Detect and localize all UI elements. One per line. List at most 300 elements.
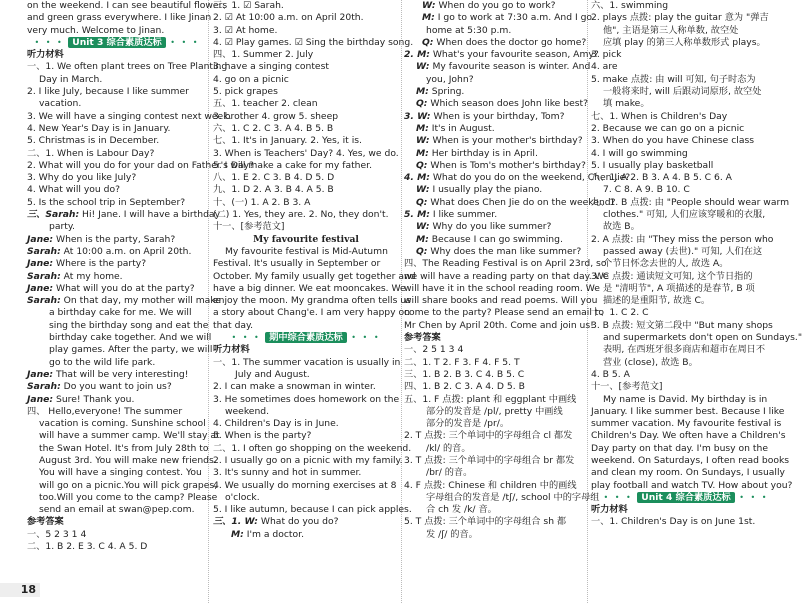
text-line — [213, 480, 399, 492]
text-line — [213, 295, 411, 307]
text-line — [27, 295, 221, 307]
line-text: August 3rd. You will make new friends. — [39, 454, 217, 466]
speaker-label: M: — [416, 122, 429, 134]
line-text: I usually play the piano. — [429, 184, 543, 196]
line-text: /br/ 的音。 — [426, 467, 473, 479]
line-text: When is the party, Sarah? — [53, 233, 176, 245]
speaker-label: M: — [231, 528, 244, 540]
text-line — [27, 529, 207, 541]
line-text: 十一、[参考范文] — [591, 381, 663, 393]
line-text: Which season does John like best? — [427, 98, 589, 110]
text-line — [213, 492, 399, 504]
speaker-label: Q: — [416, 196, 428, 208]
section-banner — [213, 332, 399, 344]
text-line — [591, 504, 781, 516]
line-text: 3. have a singing contest — [213, 61, 329, 73]
line-text: 四、 Hello,everyone! The summer — [27, 405, 183, 417]
text-line — [27, 394, 207, 406]
line-text: Why does the man like summer? — [427, 245, 582, 257]
text-line — [213, 197, 399, 209]
text-line — [27, 0, 228, 12]
page-number: 18 — [20, 583, 36, 596]
text-line — [404, 172, 631, 184]
line-text: vacation. — [39, 98, 82, 110]
text-line — [27, 479, 218, 492]
speaker-label: 3. W: — [404, 110, 431, 122]
text-line — [591, 98, 781, 110]
speaker-label: Jane: — [27, 282, 54, 294]
line-text: 2. What will you do for your dad on Father's Day? — [27, 159, 254, 171]
text-line — [404, 111, 584, 123]
line-text: 5. Christmas is in December. — [27, 135, 160, 147]
line-text: Hi! Jane. I will have a birthday — [79, 209, 221, 221]
line-text: 4. We usually do morning exercises at 8 — [213, 479, 397, 491]
text-line — [27, 148, 207, 160]
line-text: a story about Chang'e. I am very happy on — [213, 307, 410, 319]
line-text: passed away (去世)." 可知, 人们在这 — [603, 245, 763, 257]
text-line — [213, 12, 399, 24]
decor-dots: • • • — [231, 333, 266, 343]
line-text: sing the birthday song and eat the — [49, 319, 209, 331]
line-text: January. I like summer best. Because I like — [591, 405, 785, 417]
speaker-label: M: — [416, 86, 429, 98]
text-line — [213, 160, 399, 172]
text-line — [27, 110, 232, 123]
text-line — [591, 172, 781, 184]
text-line — [591, 394, 781, 406]
text-line — [404, 234, 584, 246]
line-text: home at 5:30 p.m. — [426, 24, 512, 36]
essay-title — [213, 234, 399, 246]
text-line — [591, 443, 781, 455]
text-line — [404, 295, 598, 307]
text-line — [213, 36, 414, 49]
line-text: 三、1. ☑ Sarah. — [213, 0, 284, 11]
text-line — [591, 271, 781, 283]
text-line — [27, 381, 207, 393]
text-line — [27, 271, 207, 283]
text-line — [213, 320, 399, 332]
text-line — [404, 430, 584, 442]
line-text: You will have a singing contest. You — [39, 467, 202, 479]
line-text: weekend. On Saturdays, I often read books — [591, 454, 790, 466]
text-line — [27, 516, 207, 528]
text-line — [404, 381, 584, 393]
text-line — [404, 74, 584, 86]
text-line — [27, 357, 207, 369]
line-text: 部分的发音是 /pl/, pretty 中画线 — [426, 405, 563, 417]
line-text: o'clock. — [225, 491, 260, 503]
speaker-label: Sarah: — [27, 381, 61, 393]
line-text: 2. ☑ At 10:00 a.m. on April 20th. — [213, 12, 364, 24]
text-line — [404, 406, 584, 418]
text-line — [591, 418, 781, 430]
line-text: At my home. — [60, 270, 123, 282]
line-text: Mr Chen by April 20th. Come and join us! — [404, 319, 594, 331]
text-line — [27, 491, 218, 504]
line-text: 十、1. C 2. C — [591, 307, 649, 319]
text-line — [591, 357, 781, 369]
line-text: very much. Welcome to Jinan. — [27, 24, 165, 36]
line-text: 二、1. I often go shopping on the weekend. — [213, 442, 412, 454]
line-text: 应填 play 的第三人称单数形式 plays。 — [603, 36, 766, 48]
line-text: and supermarkets don't open on Sundays." — [603, 332, 802, 344]
text-line — [27, 25, 207, 37]
speaker-label: 5. M: — [404, 209, 430, 221]
section-label: 期中综合素质达标 — [265, 332, 347, 343]
text-column-4 — [591, 0, 802, 529]
text-line — [213, 442, 412, 455]
line-text: 一、5 2 3 1 4 — [27, 528, 87, 540]
text-line — [27, 246, 207, 258]
line-text: come to the party? Please send an email to — [404, 307, 605, 319]
text-line — [591, 135, 781, 147]
line-text: send an email at swan@pep.com. — [39, 504, 195, 516]
section-banner — [591, 492, 781, 504]
line-text: What do you do? — [257, 516, 339, 528]
line-text: On that day, my mother will make — [60, 295, 221, 307]
line-text: 3. He sometimes does homework on the — [213, 393, 400, 405]
text-line — [404, 196, 616, 209]
text-line — [213, 135, 399, 147]
text-line — [27, 369, 207, 381]
line-text: That will be very interesting! — [53, 368, 189, 380]
text-line — [213, 123, 399, 135]
line-text: have a big dinner. We eat mooncakes. We — [213, 282, 406, 294]
text-line — [404, 332, 584, 344]
section-label: Unit 4 综合素质达标 — [637, 492, 734, 503]
line-text: 2. I usually go on a picnic with my family. — [213, 454, 403, 466]
line-text: birthday cake together. And we will — [49, 332, 212, 344]
text-line — [591, 344, 781, 356]
line-text: weekend. — [225, 405, 270, 417]
text-line — [404, 504, 584, 516]
text-line — [213, 111, 399, 123]
text-line — [27, 320, 207, 332]
text-line — [27, 98, 207, 110]
text-line — [27, 418, 207, 430]
text-line — [213, 529, 399, 541]
line-text: What will you do at the party? — [53, 282, 195, 294]
text-line — [404, 455, 584, 467]
text-line — [404, 516, 584, 528]
text-line — [213, 25, 399, 37]
text-line — [404, 25, 584, 37]
text-line — [27, 283, 207, 295]
text-line — [213, 504, 412, 516]
text-line — [404, 61, 591, 73]
line-text: 2. I can make a snowman in winter. — [213, 381, 376, 393]
line-text: go to the wild life park. — [49, 356, 156, 368]
speaker-label: Jane: — [27, 233, 54, 245]
line-text: 合 ch 发 /k/ 音。 — [426, 504, 497, 516]
line-text: will have a summer camp. We'll stay at — [39, 430, 220, 442]
text-line — [27, 344, 213, 356]
speaker-label: Sarah: — [27, 270, 61, 282]
text-line — [591, 209, 781, 221]
text-line — [591, 405, 785, 418]
text-line — [213, 98, 399, 110]
line-text: a birthday cake for me. We will — [49, 307, 192, 319]
text-line — [213, 381, 399, 393]
text-line — [213, 258, 399, 270]
line-text: When is your birthday, Tom? — [430, 110, 565, 122]
decor-dots: • • • — [165, 37, 200, 47]
line-text: Her birthday is in April. — [428, 147, 538, 159]
text-line — [591, 0, 781, 12]
text-line — [213, 270, 416, 283]
line-text: summer vacation. My favourite festival is — [591, 418, 782, 430]
text-line — [591, 196, 790, 209]
line-text: 九、1. B 点拨: 由 "People should wear warm — [591, 196, 790, 208]
text-line — [27, 12, 212, 24]
line-text: 3. brother 4. grow 5. sheep — [213, 110, 339, 122]
line-text: 4. B 5. A — [591, 368, 630, 380]
text-line — [404, 369, 584, 381]
line-text: 5. make 点拨: 由 will 可知, 句子时态为 — [591, 73, 756, 85]
line-text: When do you go to work? — [435, 0, 556, 11]
line-text: 听力材料 — [213, 344, 250, 356]
line-text: Day party on that day. I'm busy on the — [591, 442, 768, 454]
text-line — [591, 454, 790, 467]
line-text: 参考答案 — [27, 516, 64, 528]
line-text: 部分的发音是 /pr/。 — [426, 418, 510, 430]
line-text: What does Chen Jie do on the weekend? — [427, 196, 616, 208]
speaker-label: Q: — [422, 36, 434, 48]
text-line — [591, 123, 781, 135]
text-line — [404, 123, 584, 135]
line-text: Do you want to join us? — [60, 381, 172, 393]
line-text: Day in March. — [39, 73, 103, 85]
line-text: 一、1. The summer vacation is usually in — [213, 356, 401, 368]
line-text: My favourite season is winter. And — [429, 61, 591, 73]
speaker-label: M: — [416, 147, 429, 159]
speaker-label: Sarah: — [27, 295, 61, 307]
text-line — [404, 209, 584, 221]
text-line — [27, 258, 207, 270]
text-line — [404, 36, 587, 49]
text-line — [213, 49, 399, 61]
speaker-label: M: — [416, 233, 429, 245]
text-line — [404, 0, 584, 12]
text-line — [404, 282, 600, 295]
line-text: 7. C 8. A 9. B 10. C — [603, 184, 690, 196]
text-line — [404, 307, 605, 319]
line-text: 发 /ʃ/ 的音。 — [426, 528, 478, 540]
line-text: My favourite festival is Mid-Autumn — [225, 245, 388, 257]
text-line — [27, 184, 207, 196]
text-line — [27, 221, 207, 233]
text-line — [404, 160, 584, 172]
line-text: 八、1. A 2. B 3. A 4. B 5. C 6. A — [591, 172, 732, 184]
line-text: I go to work at 7:30 a.m. And I go — [434, 12, 593, 24]
text-line — [27, 197, 207, 209]
speaker-label: 三、Sarah: — [27, 209, 80, 221]
line-text: and green grass everywhere. I like Jinan — [27, 12, 212, 24]
text-line — [591, 369, 781, 381]
text-line — [27, 159, 254, 172]
line-text: 十一、[参考范文] — [213, 221, 285, 233]
line-text: Festival. It's usually in September or — [213, 258, 381, 270]
line-text: I'm a doctor. — [243, 528, 304, 540]
text-line — [404, 443, 584, 455]
text-line — [404, 49, 599, 61]
line-text: 3. C 点拨: 通读短文可知, 这个节日指的 — [591, 270, 753, 282]
text-line — [27, 234, 207, 246]
line-text: 5. I like autumn, because I can pick apples. — [213, 504, 412, 516]
line-text: I like summer. — [429, 209, 498, 221]
speaker-label: Sarah: — [27, 245, 61, 257]
line-text: the Swan Hotel. It's from July 28th to — [39, 442, 209, 454]
line-text: 听力材料 — [27, 49, 64, 61]
text-line — [213, 148, 399, 160]
line-text: 一、1. We often plant trees on Tree Planting — [27, 61, 228, 73]
line-text: Sure! Thank you. — [53, 393, 135, 405]
line-text: At 10:00 a.m. on April 20th. — [60, 245, 192, 257]
text-line — [213, 430, 399, 442]
text-line — [213, 406, 399, 418]
text-line — [27, 49, 207, 61]
line-text: you, John? — [426, 73, 474, 85]
decor-dots: • • • — [734, 492, 769, 502]
speaker-label: Q: — [416, 245, 428, 257]
text-line — [213, 246, 399, 258]
text-line — [213, 172, 399, 184]
line-text: 3. When do you have Chinese class — [591, 135, 755, 147]
text-line — [404, 491, 600, 504]
line-text: enjoy the moon. My grandma often tells us — [213, 295, 411, 307]
line-text: 2. A 点拨: 由 "They miss the person who — [591, 233, 774, 245]
speaker-label: M: — [422, 12, 435, 24]
line-text: 5. I will make a cake for my father. — [213, 159, 373, 171]
line-text: 三、1. B 2. B 3. C 4. B 5. C — [404, 368, 525, 380]
line-text: 4. are — [591, 61, 618, 73]
text-line — [591, 320, 781, 332]
line-text: 4. ☑ Play games. ☑ Sing the birthday song. — [213, 36, 414, 48]
text-line — [591, 12, 781, 24]
line-text: 4. F 点拨: Chinese 和 children 中的画线 — [404, 479, 577, 491]
text-line — [213, 357, 399, 369]
text-line — [591, 332, 802, 344]
text-line — [591, 258, 781, 270]
speaker-label: 4. M: — [404, 172, 430, 184]
line-text: 一般将来时, will 后跟动词原形, 故空处 — [603, 86, 762, 98]
speaker-label: 2. M: — [404, 49, 430, 61]
text-line — [27, 209, 221, 221]
text-line — [591, 381, 781, 393]
speaker-label: W: — [416, 184, 430, 196]
text-line — [404, 529, 584, 541]
text-line — [213, 282, 406, 295]
speaker-label: W: — [416, 61, 430, 73]
line-text: What do you do on the weekend, Chen Jie? — [429, 172, 631, 184]
line-text: 5. When is the party? — [213, 430, 312, 442]
text-line — [404, 270, 609, 283]
line-text: 3. We will have a singing contest next week. — [27, 110, 232, 122]
text-line — [591, 25, 781, 37]
line-text: 二、1. When is Labour Day? — [27, 147, 155, 159]
line-text: October. My family usually get together and — [213, 270, 416, 282]
line-text: 4. What will you do? — [27, 184, 120, 196]
text-line — [404, 480, 584, 492]
text-line — [27, 443, 207, 455]
text-line — [591, 246, 781, 258]
speaker-label: W: — [416, 221, 430, 233]
line-text: vacation is coming. Sunshine school — [39, 418, 206, 430]
text-line — [213, 516, 399, 528]
line-text: 3. When is Teachers' Day? 4. Yes, we do. — [213, 147, 399, 159]
text-line — [213, 454, 403, 467]
text-line — [404, 319, 594, 332]
line-text: too.Will you come to the camp? Please — [39, 491, 218, 503]
speaker-label: W: — [416, 135, 430, 147]
text-line — [27, 332, 212, 344]
line-text: 七、1. It's in January. 2. Yes, it is. — [213, 135, 362, 147]
text-line — [404, 184, 584, 196]
text-line — [591, 234, 781, 246]
text-line — [404, 258, 607, 270]
speaker-label: Jane: — [27, 368, 54, 380]
text-line — [591, 111, 781, 123]
line-text: 4. Children's Day is in June. — [213, 418, 339, 430]
text-line — [27, 307, 207, 319]
text-line — [404, 221, 584, 233]
line-text: Children's Day. We often have a Children's — [591, 430, 786, 442]
text-line — [213, 394, 399, 406]
text-line — [591, 148, 781, 160]
line-text: It's in August. — [428, 122, 495, 134]
line-text: /kl/ 的音。 — [426, 442, 471, 454]
line-text: play football and watch TV. How about you? — [591, 479, 793, 491]
text-line — [591, 516, 781, 528]
text-line — [591, 49, 781, 61]
line-text: 六、1. swimming — [591, 0, 669, 11]
text-line — [27, 86, 207, 98]
text-line — [404, 418, 584, 430]
text-line — [213, 0, 399, 12]
text-line — [27, 172, 207, 184]
line-text: 二、1. B 2. E 3. C 4. A 5. D — [27, 541, 148, 553]
line-text: 3. It's sunny and hot in summer. — [213, 467, 362, 479]
line-text: 故选 B。 — [603, 221, 640, 233]
text-line — [213, 184, 399, 196]
line-text: When does the doctor go home? — [433, 36, 587, 48]
text-line — [213, 74, 399, 86]
speaker-label: W: — [422, 0, 436, 11]
line-text: 5. Is the school trip in September? — [27, 196, 186, 208]
text-line — [27, 454, 217, 467]
line-text: 一、2 5 1 3 4 — [404, 344, 464, 356]
line-text: My favourite festival — [253, 233, 359, 245]
text-line — [213, 418, 399, 430]
text-line — [404, 246, 584, 258]
text-line — [404, 357, 584, 369]
text-line — [591, 221, 781, 233]
line-text: 2. Because we can go on a picnic — [591, 122, 745, 134]
text-line — [213, 307, 410, 319]
line-text: 是 "清明节", A 项描述的是春节, B 项 — [603, 282, 755, 294]
text-line — [591, 295, 781, 307]
text-line — [27, 135, 207, 147]
line-text: clothes." 可知, 人们应该穿暖和的衣服, — [603, 209, 766, 221]
line-text: Spring. — [428, 86, 465, 98]
line-text: 2. T 点拨: 三个单词中的字母组合 cl 都发 — [404, 430, 573, 442]
text-line — [213, 86, 399, 98]
line-text: 表明, 在西班牙很多商店和超市在周日不 — [603, 344, 766, 356]
text-line — [213, 221, 399, 233]
text-line — [27, 430, 220, 442]
line-text: 3. ☑ At home. — [213, 24, 278, 36]
